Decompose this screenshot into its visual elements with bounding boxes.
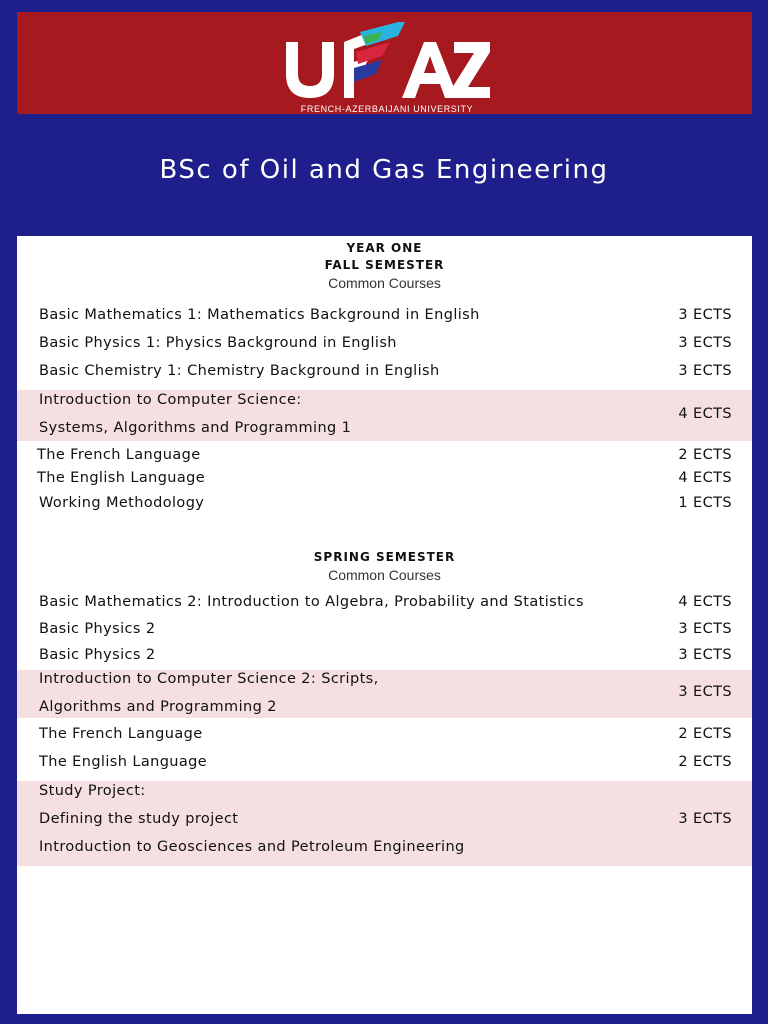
course-row-highlighted <box>17 781 752 866</box>
spring-group-label: Common Courses <box>328 567 441 583</box>
course-ects: 4 ECTS <box>678 594 732 610</box>
year-heading: YEAR ONE <box>346 241 423 255</box>
course-ects: 3 ECTS <box>678 621 732 637</box>
course-ects: 3 ECTS <box>678 684 732 700</box>
course-name: Basic Chemistry 1: Chemistry Background in English <box>39 363 440 379</box>
course-ects: 2 ECTS <box>678 447 732 463</box>
course-name: Introduction to Computer Science 2: Scripts, <box>39 671 379 687</box>
course-name: The English Language <box>39 754 208 770</box>
fall-semester-heading: FALL SEMESTER <box>324 258 445 272</box>
course-name: Basic Physics 2 <box>39 621 156 637</box>
course-name-line-2: Algorithms and Programming 2 <box>39 699 277 715</box>
course-row <box>17 752 752 776</box>
university-header <box>17 12 752 114</box>
course-ects: 3 ECTS <box>678 647 732 663</box>
course-row <box>17 332 752 358</box>
course-ects: 3 ECTS <box>678 307 732 323</box>
course-name-line-2: Systems, Algorithms and Programming 1 <box>39 420 352 436</box>
course-row <box>17 446 752 468</box>
curriculum-card <box>17 236 752 1014</box>
course-ects: 4 ECTS <box>678 470 732 486</box>
course-row-highlighted <box>17 390 752 441</box>
course-name-line-3: Introduction to Geosciences and Petroleum Engineering <box>39 839 465 855</box>
course-name-line-2: Defining the study project <box>39 811 239 827</box>
course-ects: 4 ECTS <box>678 406 732 422</box>
ufaz-logo <box>282 20 492 115</box>
course-name: Basic Mathematics 2: Introduction to Algebra, Probability and Statistics <box>39 594 584 610</box>
course-ects: 3 ECTS <box>678 811 732 827</box>
course-name: Introduction to Computer Science: <box>39 392 302 408</box>
course-row <box>17 469 752 491</box>
course-row <box>17 619 752 643</box>
course-row <box>17 360 752 386</box>
course-name: The French Language <box>39 726 203 742</box>
course-ects: 2 ECTS <box>678 726 732 742</box>
fall-group-label: Common Courses <box>328 275 441 291</box>
course-ects: 3 ECTS <box>678 363 732 379</box>
logo-mark-icon <box>282 22 492 102</box>
course-ects: 1 ECTS <box>678 495 732 511</box>
logo-subtitle: FRENCH-AZERBAIJANI UNIVERSITY <box>300 104 474 114</box>
course-name: Basic Physics 1: Physics Background in English <box>39 335 397 351</box>
course-row <box>17 304 752 330</box>
course-row <box>17 591 752 617</box>
course-name: Study Project: <box>39 783 146 799</box>
course-ects: 3 ECTS <box>678 335 732 351</box>
program-title: BSc of Oil and Gas Engineering <box>159 155 609 185</box>
course-name: The English Language <box>37 470 206 486</box>
course-name: The French Language <box>37 447 201 463</box>
course-name: Working Methodology <box>39 495 205 511</box>
course-ects: 2 ECTS <box>678 754 732 770</box>
course-row-highlighted <box>17 670 752 718</box>
course-row <box>17 645 752 669</box>
course-row <box>17 494 752 516</box>
course-name: Basic Physics 2 <box>39 647 156 663</box>
spring-semester-heading: SPRING SEMESTER <box>313 550 456 564</box>
course-name: Basic Mathematics 1: Mathematics Background in English <box>39 307 480 323</box>
course-row <box>17 724 752 748</box>
